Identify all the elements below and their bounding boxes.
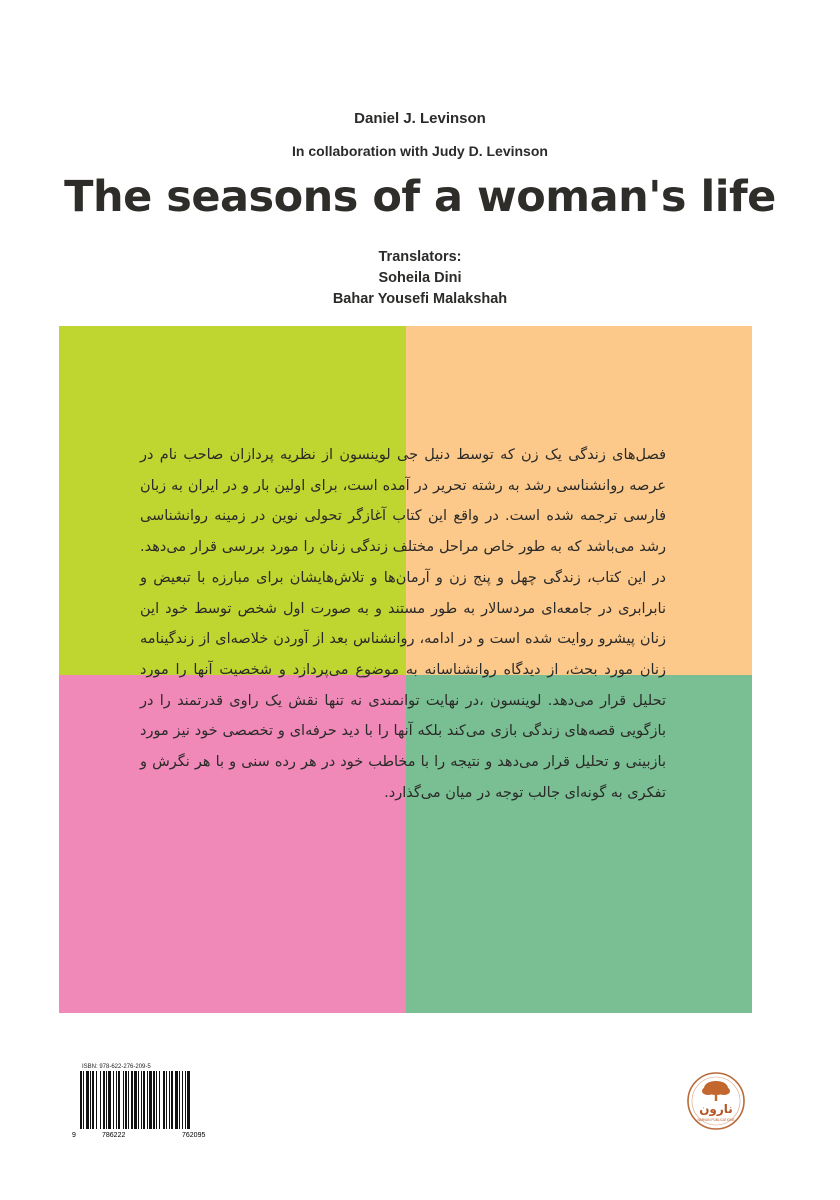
barcode-bar bbox=[185, 1071, 186, 1129]
blurb-paragraph: فصل‌های زندگی یک زن که توسط دنیل جی لوینسون از نظریه پردازان صاحب نام در عرصه روانشناسی رشد به رشته تحریر در آمده است، برای اولین بار و در ایران به زبان فارسی ترجمه شده است. در واقع این کتاب آغازگر تحولی نوین در زمینه روانشناسی رشد می‌باشد که به طور خاص مراحل مختلف زندگی زنان را مورد بررسی قرار می‌دهد. در این کتاب، زندگی چهل و پنج زن و آرمان‌ها و تلاش‌هایشان برای مبارزه با تبعیض و نابرابری در جامعه‌ای مردسالار به طور مستند و به صورت اول شخص توسط خود این زنان پیشرو روایت شده است و در ادامه، روانشناس بعد از آوردن خلاصه‌ای از زندگینامه زنان مورد بحث، از دیدگاه روانشناسانه به موضوع می‌پردازد و شخصیت آنها را مورد تحلیل قرار می‌دهد. لوینسون ،در نهایت توانمندی نه تنها نقش یک راوی قدرتمند را در بازگویی قصه‌های زندگی بازی می‌کند بلکه آنها را با دید حرفه‌ای و تخصصی خود نیز مورد بازبینی و تحلیل قرار می‌دهد و نتیجه را با مخاطب خود در هر رده سنی و با هر نگرش و تفکری به گونه‌ای جالب توجه در میان می‌گذارد. bbox=[140, 447, 666, 801]
barcode-bar bbox=[166, 1071, 167, 1129]
barcode-bar bbox=[100, 1071, 101, 1129]
barcode bbox=[72, 1063, 244, 1139]
barcode-digit-left: 9 bbox=[72, 1132, 76, 1139]
collaboration-line: In collaboration with Judy D. Levinson bbox=[292, 143, 548, 159]
barcode-bar bbox=[141, 1071, 142, 1129]
barcode-bar bbox=[125, 1071, 127, 1129]
barcode-bar bbox=[83, 1071, 84, 1129]
publisher-name: نارون bbox=[699, 1102, 733, 1116]
barcode-bar bbox=[149, 1071, 152, 1129]
author-name: Daniel J. Levinson bbox=[354, 110, 486, 127]
barcode-bar bbox=[159, 1071, 160, 1129]
publisher-logo bbox=[686, 1071, 746, 1131]
barcode-bar bbox=[171, 1071, 173, 1129]
barcode-bar bbox=[179, 1071, 180, 1129]
isbn-label: ISBN: 978-622-276-209-5 bbox=[82, 1064, 151, 1070]
barcode-bar bbox=[108, 1071, 111, 1129]
barcode-bar bbox=[187, 1071, 190, 1129]
translator-name: Bahar Yousefi Malakshah bbox=[332, 291, 508, 307]
barcode-bar bbox=[169, 1071, 170, 1129]
barcode-bar bbox=[138, 1071, 139, 1129]
publisher-subtext: NARVAN PUBLICATIONS bbox=[697, 1118, 735, 1122]
barcode-bar bbox=[116, 1071, 117, 1129]
barcode-bar bbox=[134, 1071, 137, 1129]
barcode-bar bbox=[90, 1071, 91, 1129]
barcode-bar bbox=[96, 1071, 97, 1129]
barcode-bar bbox=[156, 1071, 157, 1129]
barcode-bar bbox=[153, 1071, 155, 1129]
barcode-bar bbox=[128, 1071, 129, 1129]
translator-name: Soheila Dini bbox=[378, 270, 462, 286]
barcode-bar bbox=[175, 1071, 178, 1129]
barcode-bar bbox=[123, 1071, 124, 1129]
barcode-bar bbox=[80, 1071, 82, 1129]
book-title: The seasons of a woman's life bbox=[64, 172, 776, 222]
barcode-digits-right: 762095 bbox=[182, 1132, 206, 1139]
barcode-bar bbox=[106, 1071, 107, 1129]
barcode-bar bbox=[131, 1071, 133, 1129]
barcode-bar bbox=[147, 1071, 148, 1129]
barcode-bar bbox=[163, 1071, 165, 1129]
barcode-bar bbox=[92, 1071, 94, 1129]
translators-block bbox=[0, 247, 840, 310]
barcode-digits-left: 786222 bbox=[102, 1132, 126, 1139]
barcode-bar bbox=[86, 1071, 89, 1129]
blurb-text bbox=[140, 440, 666, 808]
barcode-bar bbox=[143, 1071, 145, 1129]
barcode-bar bbox=[103, 1071, 105, 1129]
barcode-bar bbox=[182, 1071, 183, 1129]
barcode-bar bbox=[113, 1071, 114, 1129]
barcode-bar bbox=[118, 1071, 120, 1129]
translators-label: Translators: bbox=[378, 249, 462, 265]
